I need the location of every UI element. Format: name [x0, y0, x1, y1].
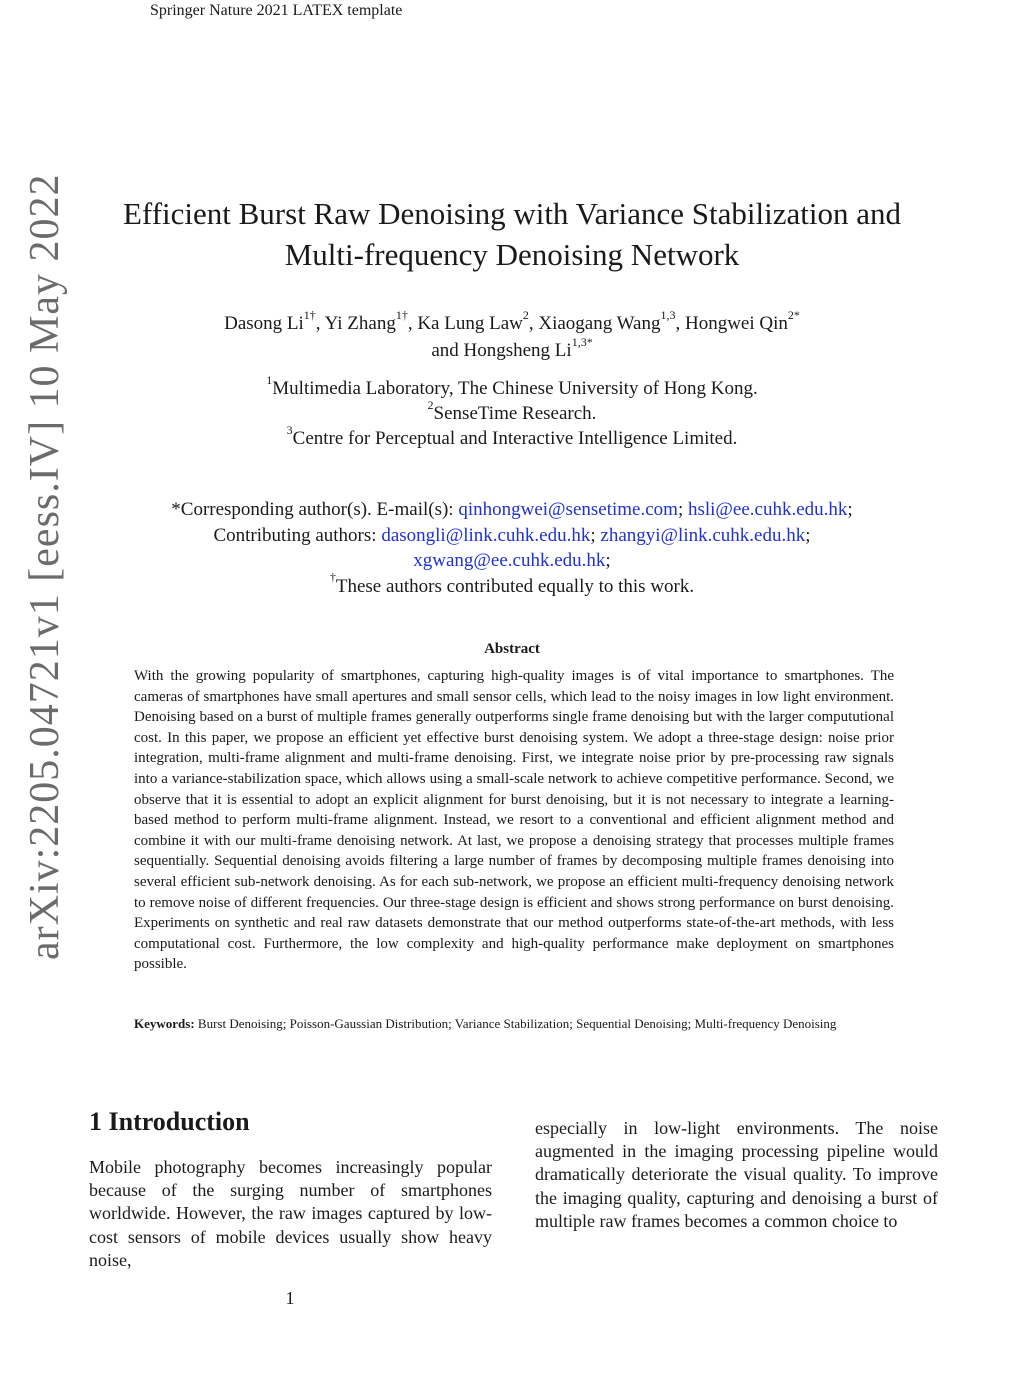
author-name: Hongsheng Li [463, 340, 572, 361]
author-name: Yi Zhang [324, 313, 396, 334]
author-superscript: 2* [787, 307, 800, 322]
equal-contribution-note [90, 570, 934, 600]
affiliation-text: Centre for Perceptual and Interactive Intelligence Limited. [292, 428, 738, 449]
affiliation-item [110, 422, 914, 451]
contributing-line-2: xgwang@ee.cuhk.edu.hk; [413, 550, 611, 571]
author-superscript: 1† [395, 307, 408, 322]
author-superscript: 1,3 [660, 307, 676, 322]
author-superscript: 1† [303, 307, 316, 322]
author-name: Hongwei Qin [684, 313, 788, 334]
header-suffix: template [343, 2, 403, 19]
email-link[interactable]: hsli@ee.cuhk.edu.hk [687, 499, 848, 520]
affiliation-text: SenseTime Research. [433, 403, 597, 424]
intro-column-left: Mobile photography becomes increasingly popular because of the surging number of smartphones worldwide. However, the raw images captured by low-cost sensors of mobile devices usually show heavy noise, [89, 1157, 492, 1270]
affiliation-item [110, 372, 914, 401]
contributing-label: Contributing authors: [213, 524, 382, 546]
arxiv-identifier: arXiv:2205.04721v1 [eess.IV] 10 May 2022 [22, 173, 68, 960]
dagger-marker: † [329, 570, 336, 585]
equal-contribution-text: These authors contributed equally to this work. [335, 575, 695, 597]
author-list: Dasong $Li^{1\dagger}$, Yi Zhang$^{1\dagger}$, Ka Lung Law$^2$, Xiaogang Wang$^{1,3}$, Hongwei Qin$^{2*}$ and Hongsheng $Li^{1,3*}$ [224, 307, 800, 361]
email-link[interactable]: zhangyi@link.cuhk.edu.hk [600, 524, 806, 546]
affiliation-text: Multimedia Laboratory, The Chinese University of Hong Kong. [272, 378, 758, 399]
corresponding-line: *Corresponding author(s). E-mail(s): qinhongwei@sensetime.com; hsli@ee.cuhk.edu.hk; [171, 499, 853, 520]
correspondence-block [90, 497, 934, 599]
running-header [150, 2, 402, 20]
email-link[interactable]: xgwang@ee.cuhk.edu.hk [413, 550, 606, 571]
affiliation-marker: 1 [266, 372, 273, 387]
corresponding-label: *Corresponding author(s). E-mail(s): [171, 499, 459, 520]
contributing-line: Contributing authors: dasongli@link.cuhk.edu.hk; zhangyi@link.cuhk.edu.hk; [213, 524, 811, 546]
email-link[interactable]: dasongli@link.cuhk.edu.hk [381, 524, 591, 546]
author-superscript: 1,3* [571, 334, 593, 349]
header-prefix: Springer Nature 2021 [150, 2, 293, 19]
page-number: 1 [285, 1288, 295, 1308]
email-link[interactable]: qinhongwei@sensetime.com [458, 499, 678, 520]
keywords [134, 1015, 894, 1032]
title-line-2: Multi-frequency Denoising Network [284, 237, 740, 272]
section-heading: 1 Introduction [89, 1107, 250, 1136]
abstract-heading: Abstract [484, 641, 540, 657]
intro-column-right: especially in low-light environments. The noise augmented in the imaging processing pipeline would dramatically deteriorate the visual quality. To improve the imaging quality, capturing and denoising a burst of multiple raw frames becomes a common choice to [535, 1118, 938, 1231]
author-superscript: 2 [522, 307, 529, 322]
affiliation-item [110, 397, 914, 426]
title-line-1: Efficient Burst Raw Denoising with Variance Stabilization and [123, 196, 901, 231]
keywords-label: Keywords: [134, 1016, 195, 1031]
author-name: Ka Lung Law [417, 313, 523, 334]
affiliation-list [110, 372, 914, 451]
author-name: Dasong Li [224, 313, 304, 334]
author-name: Xiaogang Wang [538, 313, 661, 334]
latex-logo: LATEX [292, 2, 344, 19]
paper-title [60, 193, 964, 275]
affiliation-marker: 2 [427, 397, 434, 412]
keywords-text: Burst Denoising; Poisson-Gaussian Distribution; Variance Stabilization; Sequential Denoising; Multi-frequency Denoising [194, 1016, 837, 1031]
affiliation-marker: 3 [286, 422, 293, 437]
abstract-body: With the growing popularity of smartphones, capturing high-quality images is of vital importance to smartphones. The cameras of smartphones have small apertures and small sensor cells, which lead to the noisy images in low light environment. Denoising based on a burst of multiple frames generally outperforms single frame denoising but with the larger compututional cost. In this paper, we propose an efficient yet effective burst denoising system. We adopt a three-stage design: noise prior integration, multi-frame alignment and multi-frame denoising. First, we integrate noise prior by pre-processing raw signals into a variance-stabilization space, which allows using a small-scale network to achieve competitive performance. Second, we observe that it is essential to adopt an explicit alignment for burst denoising, but it is not necessary to integrate a learning-based method to perform multi-frame alignment. Instead, we resort to a conventional and efficient alignment method and combine it with our multi-frame denoising network. At last, we propose a denoising strategy that processes multiple frames sequentially. Sequential denoising avoids filtering a large number of frames by decomposing multiple frames denoising into several efficient sub-network denoising. As for each sub-network, we propose an efficient multi-frequency denoising network to remove noise of different frequencies. Our three-stage design is efficient and shows strong performance on burst denoising. Experiments on synthetic and real raw datasets demonstrate that our method outperforms state-of-the-art methods, with less computational cost. Furthermore, the low complexity and high-quality performance make deployment on smartphones possible. [134, 668, 894, 973]
